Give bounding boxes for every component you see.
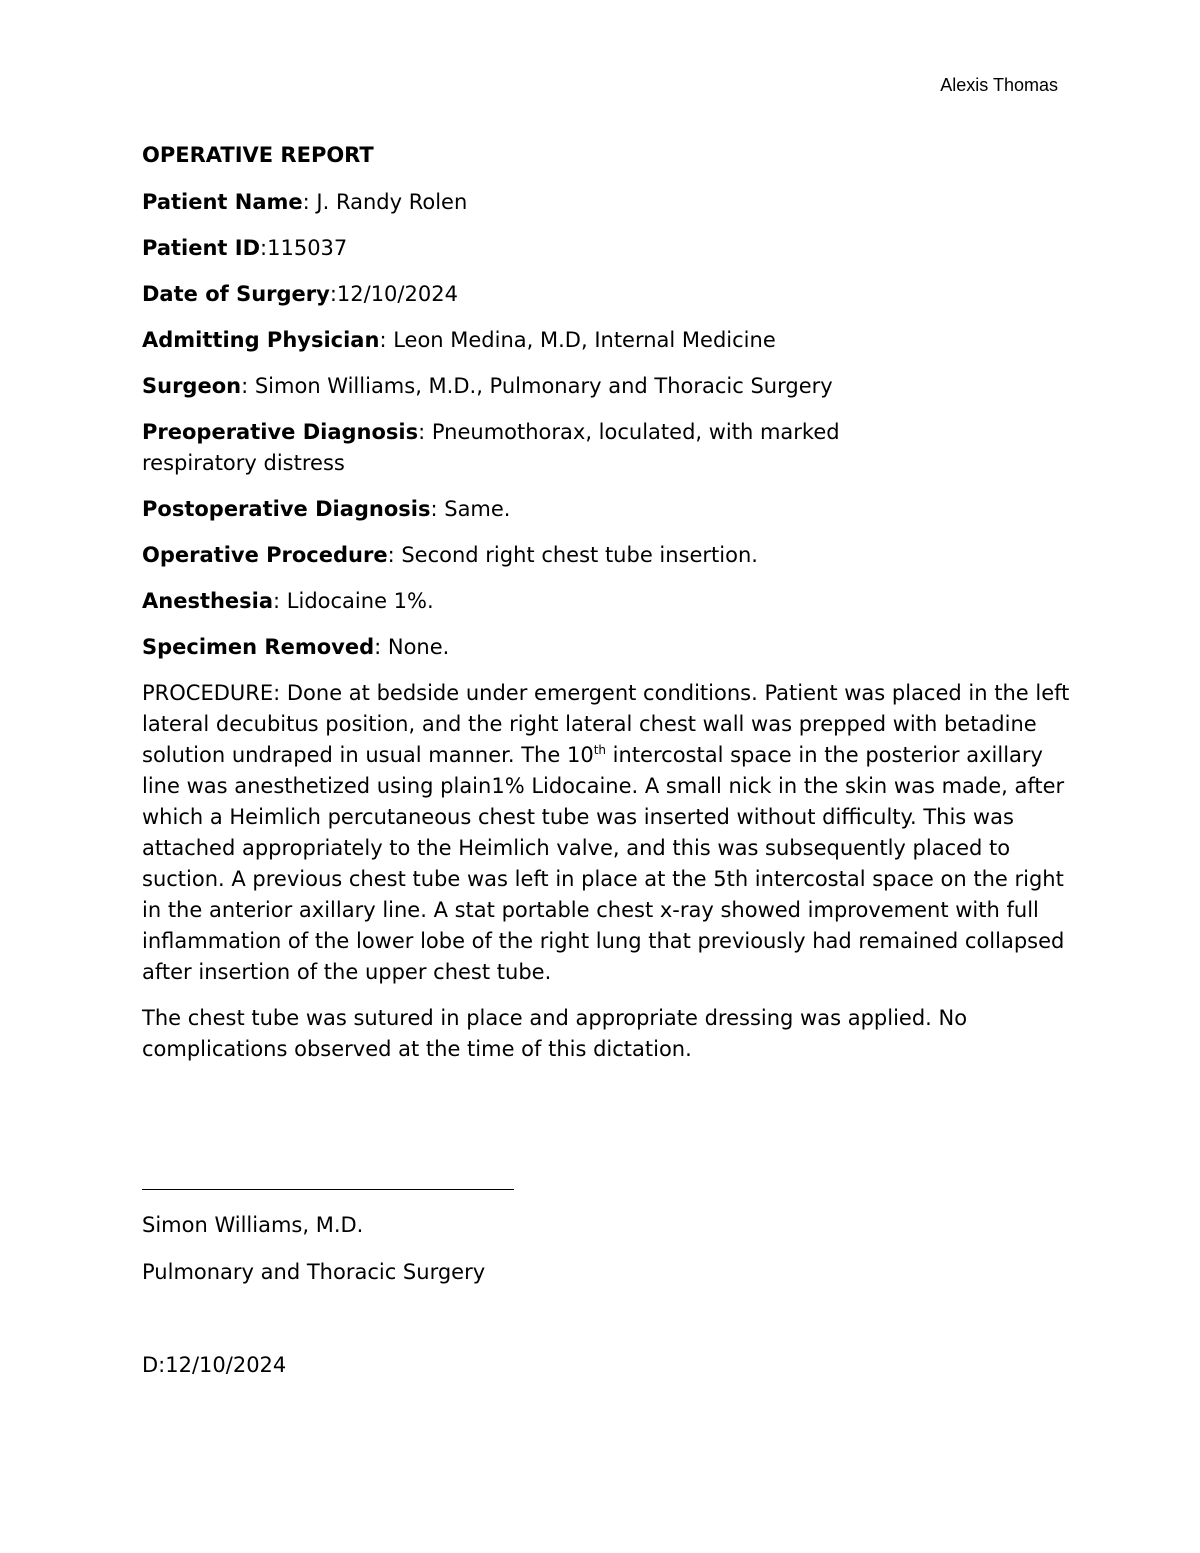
field-specimen-removed <box>142 632 1072 663</box>
field-surgeon <box>142 371 1072 402</box>
field-anesthesia <box>142 586 1072 617</box>
field-value: : Pneumothorax, loculated, with marked respiratory distress <box>142 420 840 475</box>
field-value: : J. Randy Rolen <box>302 190 468 214</box>
field-value: : Lidocaine 1%. <box>273 589 434 613</box>
field-postoperative-diagnosis <box>142 494 1072 525</box>
procedure-text-continued: intercostal space in the posterior axillary line was anesthetized using plain1% Lidocaine. A small nick in the skin was made, after which a Heimlich percutaneous chest tube was inserted without difficulty. This was attached appropriately to the Heimlich valve, and this was subsequently placed to suction. A previous chest tube was left in place at the 5th intercostal space on the right in the anterior axillary line. A stat portable chest x-ray showed improvement with full inflammation of the lower lobe of the right lung that previously had remained collapsed after insertion of the upper chest tube. <box>142 743 1065 984</box>
field-value: : Simon Williams, M.D., Pulmonary and Thoracic Surgery <box>241 374 833 398</box>
field-label: Specimen Removed <box>142 635 375 659</box>
field-value: : Second right chest tube insertion. <box>387 543 758 567</box>
field-patient-id <box>142 233 1072 264</box>
field-label: Postoperative Diagnosis <box>142 497 431 521</box>
field-patient-name <box>142 187 1072 218</box>
dictation-date: D:12/10/2024 <box>142 1353 287 1377</box>
signature-name: Simon Williams, M.D. <box>142 1213 364 1237</box>
field-label: Preoperative Diagnosis <box>142 420 419 444</box>
field-value: : Leon Medina, M.D, Internal Medicine <box>379 328 776 352</box>
ordinal-superscript: th <box>593 743 606 757</box>
field-preoperative-diagnosis <box>142 417 942 479</box>
procedure-text: PROCEDURE: Done at bedside under emergent conditions. Patient was placed in the left lateral decubitus position, and the right lateral chest wall was prepped with betadine solution undraped in usual manner. The 10 <box>142 681 1070 767</box>
field-label: Surgeon <box>142 374 242 398</box>
field-value: :12/10/2024 <box>329 282 458 306</box>
operative-report <box>142 140 1072 1080</box>
signature-line <box>142 1189 514 1190</box>
field-label: Date of Surgery <box>142 282 330 306</box>
report-title: OPERATIVE REPORT <box>142 143 374 167</box>
closing-paragraph: The chest tube was sutured in place and appropriate dressing was applied. No complications observed at the time of this dictation. <box>142 1006 968 1061</box>
field-value: : None. <box>374 635 450 659</box>
signature-department: Pulmonary and Thoracic Surgery <box>142 1260 486 1284</box>
field-label: Admitting Physician <box>142 328 380 352</box>
field-admitting-physician <box>142 325 1072 356</box>
header-author: Alexis Thomas <box>940 75 1058 95</box>
field-value: : Same. <box>430 497 511 521</box>
field-label: Anesthesia <box>142 589 274 613</box>
field-label: Patient ID <box>142 236 261 260</box>
procedure-paragraph <box>142 678 1072 988</box>
field-operative-procedure <box>142 540 1072 571</box>
field-value: :115037 <box>260 236 348 260</box>
field-date-of-surgery <box>142 279 1072 310</box>
field-label: Operative Procedure <box>142 543 388 567</box>
field-label: Patient Name <box>142 190 303 214</box>
